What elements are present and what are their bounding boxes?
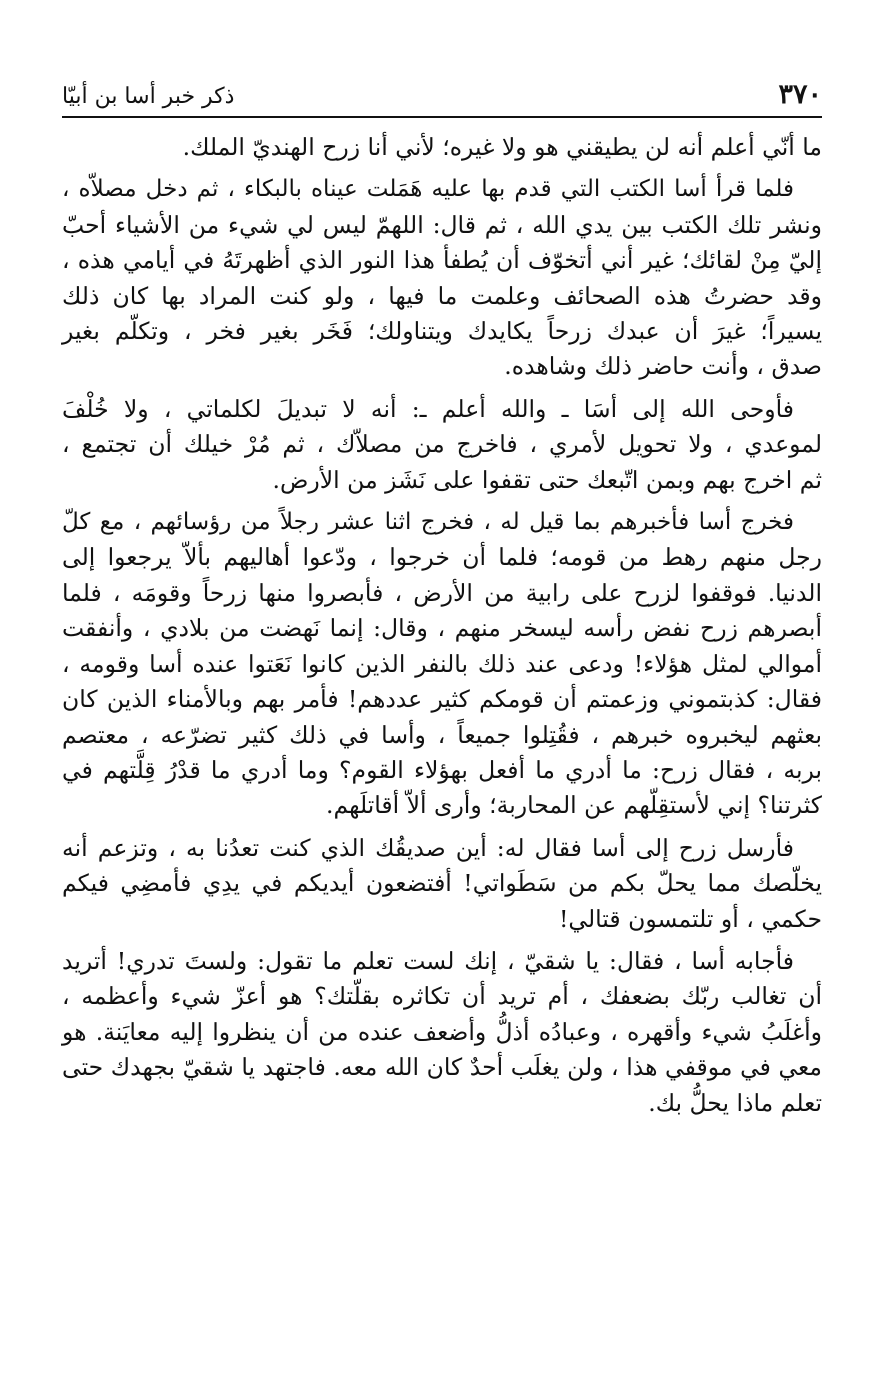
paragraph [62, 944, 822, 1121]
page-header [62, 78, 822, 118]
paragraph [62, 831, 822, 937]
text-line: ما أنّي أعلم أنه لن يطيقني هو ولا غيره؛ لأني أنا زرح الهنديّ الملك. [182, 133, 822, 161]
text-line: الدنيا. فوقفوا لزرح على رابية من الأرض ، فأبصروا منها زرحاً وقومَه ، فلما [62, 578, 822, 607]
text-line: فقال: كذبتموني وزعمتم أن قومكم كثير عددهم! فأمر بهم وبالأمناء الذين كان [62, 685, 822, 714]
page-number: ٣٧٠ [778, 79, 822, 110]
text-line: بعثهم ليخبروه خبرهم ، فقُتِلوا جميعاً ، وأسا في ذلك كثير تضرّعه ، معتصم [62, 720, 822, 749]
paragraph [62, 172, 822, 384]
text-line: يسيراً؛ غيرَ أن عبدك زرحاً يكايدك ويتناولك؛ فَخَر بغير فخر ، وتكلّم بغير [62, 317, 822, 346]
text-line: وقد حضرتُ هذه الصحائف وعلمت ما فيها ، ولو كنت المراد بها كان ذلك [62, 281, 822, 310]
text-line: صدق ، وأنت حاضر ذلك وشاهده. [504, 352, 822, 381]
text-line: بربه ، فقال زرح: ما أدري ما أفعل بهؤلاء القوم؟ وما أدري ما قدْرُ قِلَّتهم في [62, 755, 822, 784]
running-title: ذكر خبر أسا بن أبيّا [62, 84, 235, 109]
text-line: وأغلَبُ شيء وأقهره ، وعبادُه أذلُّ وأضعف عنده من أن ينظروا إليه معايَنة. هو [62, 1017, 822, 1046]
text-line: حكمي ، أو تلتمسون قتالي! [558, 904, 822, 933]
text-line: أن تغالب ربّك بضعفك ، أم تريد أن تكاثره بقلّتك؟ هو أعزّ شيء وأعظمه ، [62, 982, 822, 1011]
text-line: لموعدي ، ولا تحويل لأمري ، فاخرج من مصلاّك ، ثم مُرْ خيلك أن تجتمع ، [62, 430, 822, 459]
text-line: أبصرهم زرح نفض رأسه ليسخر منهم ، وقال: إنما نَهضت من بلادي ، وأنفقت [62, 614, 822, 643]
paragraph [62, 505, 822, 824]
text-line: معي في موقفي هذا ، ولن يغلَب أحدٌ كان الله معه. فاجتهد يا شقيّ بجهدك حتى [62, 1053, 822, 1082]
text-line: فخرج أسا فأخبرهم بما قيل له ، فخرج اثنا عشر رجلاً من رؤسائهم ، مع كلّ [62, 509, 794, 536]
book-page [62, 78, 822, 1358]
text-line: إليّ مِنْ لقائك؛ غير أني أتخوّف أن يُطفأ هذا النور الذي أظهرتَهُ في أيامي هذه ، [62, 246, 822, 275]
text-line: فأوحى الله إلى أسَا ـ والله أعلم ـ: أنه لا تبديلَ لكلماتي ، ولا خُلْفَ [62, 394, 794, 423]
body-text [62, 130, 822, 1121]
text-line: تعلم ماذا يحلُّ بك. [648, 1088, 822, 1117]
text-line: يخلّصك مما يحلّ بكم من سَطَواتي! أفتضعون أيديكم في يدِي فأمضِي فيكم [62, 869, 822, 898]
text-line: رجل منهم رهط من قومه؛ فلما أن خرجوا ، ودّعوا أهاليهم بألاّ يرجعوا إلى [62, 543, 822, 572]
text-line: كثرتنا؟ إني لأستقِلّهم عن المحاربة؛ وأرى ألاّ أقاتلَهم. [326, 791, 822, 820]
text-line: أموالي لمثل هؤلاء! ودعى عند ذلك بالنفر الذين كانوا نَعَتوا عنده أسا وقومه ، [62, 649, 822, 678]
paragraph [62, 392, 822, 498]
text-line: فلما قرأ أسا الكتب التي قدم بها عليه هَمَلت عيناه بالبكاء ، ثم دخل مصلاّه ، [62, 176, 794, 203]
paragraph [62, 130, 822, 165]
text-line: فأرسل زرح إلى أسا فقال له: أين صديقُك الذي كنت تعدُنا به ، وتزعم أنه [62, 833, 794, 862]
text-line: ونشر تلك الكتب بين يدي الله ، ثم قال: اللهمّ ليس لي شيء من الأشياء أحبّ [62, 210, 822, 239]
text-line: فأجابه أسا ، فقال: يا شقيّ ، إنك لست تعلم ما تقول: ولستَ تدري! أتريد [62, 946, 794, 975]
text-line: ثم اخرج بهم وبمن اتّبعك حتى تقفوا على نَشَز من الأرض. [272, 465, 822, 494]
